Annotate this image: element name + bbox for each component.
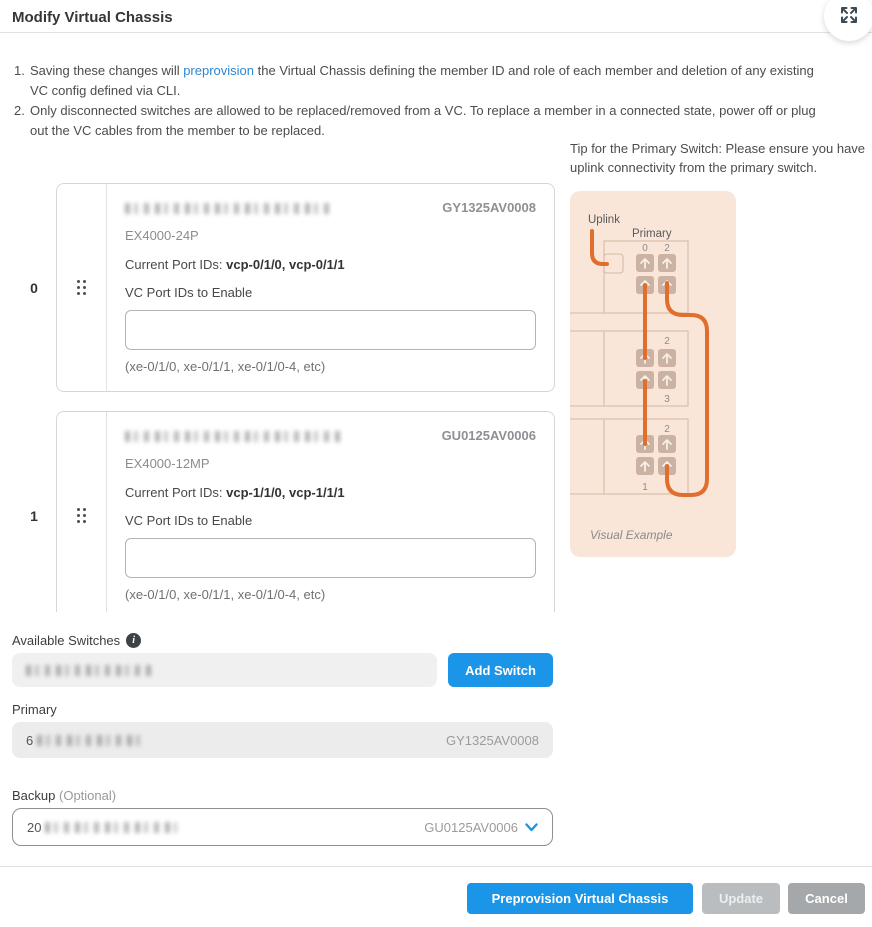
member-0-port-hint: (xe-0/1/0, xe-0/1/1, xe-0/1/0-4, etc) — [125, 359, 326, 374]
backup-optional-label: (Optional) — [59, 788, 117, 803]
member-0-model: EX4000-24P — [125, 228, 199, 243]
member-1-card — [56, 411, 555, 612]
preprovision-virtual-chassis-button[interactable]: Preprovision Virtual Chassis — [467, 883, 693, 914]
dialog-header — [0, 0, 872, 33]
current-ports-value: vcp-1/1/0, vcp-1/1/1 — [226, 485, 345, 500]
backup-switch-dropdown[interactable] — [12, 808, 553, 846]
primary-switch-tip-text: Tip for the Primary Switch: Please ensure you have uplink connectivity from the primary switch. — [570, 141, 866, 175]
switch-ports — [636, 254, 676, 475]
backup-label-row — [12, 788, 116, 803]
backup-serial: GU0125AV0006 — [424, 819, 518, 835]
member-0-name-redacted — [125, 203, 330, 214]
current-ports-label: Current Port IDs: — [125, 485, 227, 500]
member-1-drag-handle[interactable] — [57, 412, 107, 612]
member-0-vc-ports-input[interactable] — [125, 310, 536, 350]
backup-label: Backup — [12, 788, 56, 803]
instruction-1-number: 1. — [14, 63, 25, 78]
member-0-id: 0 — [30, 279, 38, 296]
svg-text:3: 3 — [664, 393, 670, 405]
instruction-1-pre: Saving these changes will — [30, 63, 184, 78]
info-icon[interactable]: i — [126, 633, 141, 648]
chevron-down-icon — [525, 820, 538, 835]
instruction-2 — [14, 101, 832, 141]
uplink-label: Uplink — [588, 213, 620, 226]
instruction-1 — [14, 61, 832, 101]
drag-handle-icon — [77, 508, 86, 523]
current-ports-value: vcp-0/1/0, vcp-0/1/1 — [226, 257, 345, 272]
member-row-1 — [12, 411, 555, 612]
member-0-card — [56, 183, 555, 392]
member-row-0 — [12, 183, 555, 392]
member-1-serial: GU0125AV0006 — [441, 428, 536, 443]
svg-text:0: 0 — [642, 242, 648, 254]
member-0-drag-handle[interactable] — [57, 184, 107, 391]
available-switches-select[interactable] — [12, 653, 437, 687]
member-1-details — [107, 412, 554, 612]
member-0-current-ports — [125, 257, 536, 273]
member-1-current-ports — [125, 485, 536, 501]
backup-name-redacted — [45, 822, 177, 833]
vc-cabling-visual-example — [570, 191, 736, 557]
svg-text:2: 2 — [664, 242, 670, 254]
svg-text:1: 1 — [642, 481, 648, 493]
add-switch-button[interactable]: Add Switch — [448, 653, 553, 687]
page-title: Modify Virtual Chassis — [12, 9, 173, 26]
member-0-serial: GY1325AV0008 — [442, 200, 536, 215]
instruction-1-text — [30, 61, 832, 101]
primary-label: Primary — [632, 227, 672, 240]
instruction-1-post: the Virtual Chassis defining the member ID and role of each member and deletion of any existing VC config defined via CLI. — [30, 63, 814, 99]
available-switch-name-redacted — [26, 665, 154, 676]
visual-example-caption: Visual Example — [590, 527, 673, 542]
svg-text:2: 2 — [664, 423, 670, 435]
update-button[interactable]: Update — [702, 883, 780, 914]
preprovision-link[interactable]: preprovision — [183, 63, 255, 78]
member-1-vc-ports-label: VC Port IDs to Enable — [125, 513, 253, 528]
primary-switch-tip-panel — [570, 140, 866, 557]
primary-name-prefix: 6 — [26, 732, 34, 748]
instructions-list — [14, 61, 832, 142]
primary-serial: GY1325AV0008 — [446, 732, 539, 748]
member-1-port-hint: (xe-0/1/0, xe-0/1/1, xe-0/1/0-4, etc) — [125, 587, 326, 602]
svg-text:2: 2 — [664, 335, 670, 347]
instruction-2-number: 2. — [14, 103, 25, 119]
member-1-id: 1 — [30, 507, 38, 524]
primary-switch-field — [12, 722, 553, 758]
expand-arrows-icon — [838, 4, 860, 29]
member-0-details — [107, 184, 554, 391]
vc-cabling-diagram-svg — [570, 191, 736, 557]
available-switches-label-row — [12, 633, 141, 648]
footer-divider — [0, 866, 872, 867]
member-0-vc-ports-label: VC Port IDs to Enable — [125, 285, 253, 300]
drag-handle-icon — [77, 280, 86, 295]
backup-name-prefix: 20 — [27, 819, 42, 835]
expand-dialog-button[interactable] — [824, 0, 872, 41]
primary-label: Primary — [12, 702, 57, 717]
member-1-vc-ports-input[interactable] — [125, 538, 536, 578]
primary-name-redacted — [37, 735, 145, 746]
member-list-clip — [12, 411, 555, 612]
member-1-model: EX4000-12MP — [125, 456, 210, 471]
member-1-name-redacted — [125, 431, 343, 442]
available-switches-label: Available Switches — [12, 633, 121, 648]
instruction-2-text: Only disconnected switches are allowed to be replaced/removed from a VC. To replace a member in a connected state, power off or plug out the VC cables from the member to be replaced. — [30, 103, 816, 139]
current-ports-label: Current Port IDs: — [125, 257, 227, 272]
cancel-button[interactable]: Cancel — [788, 883, 865, 914]
